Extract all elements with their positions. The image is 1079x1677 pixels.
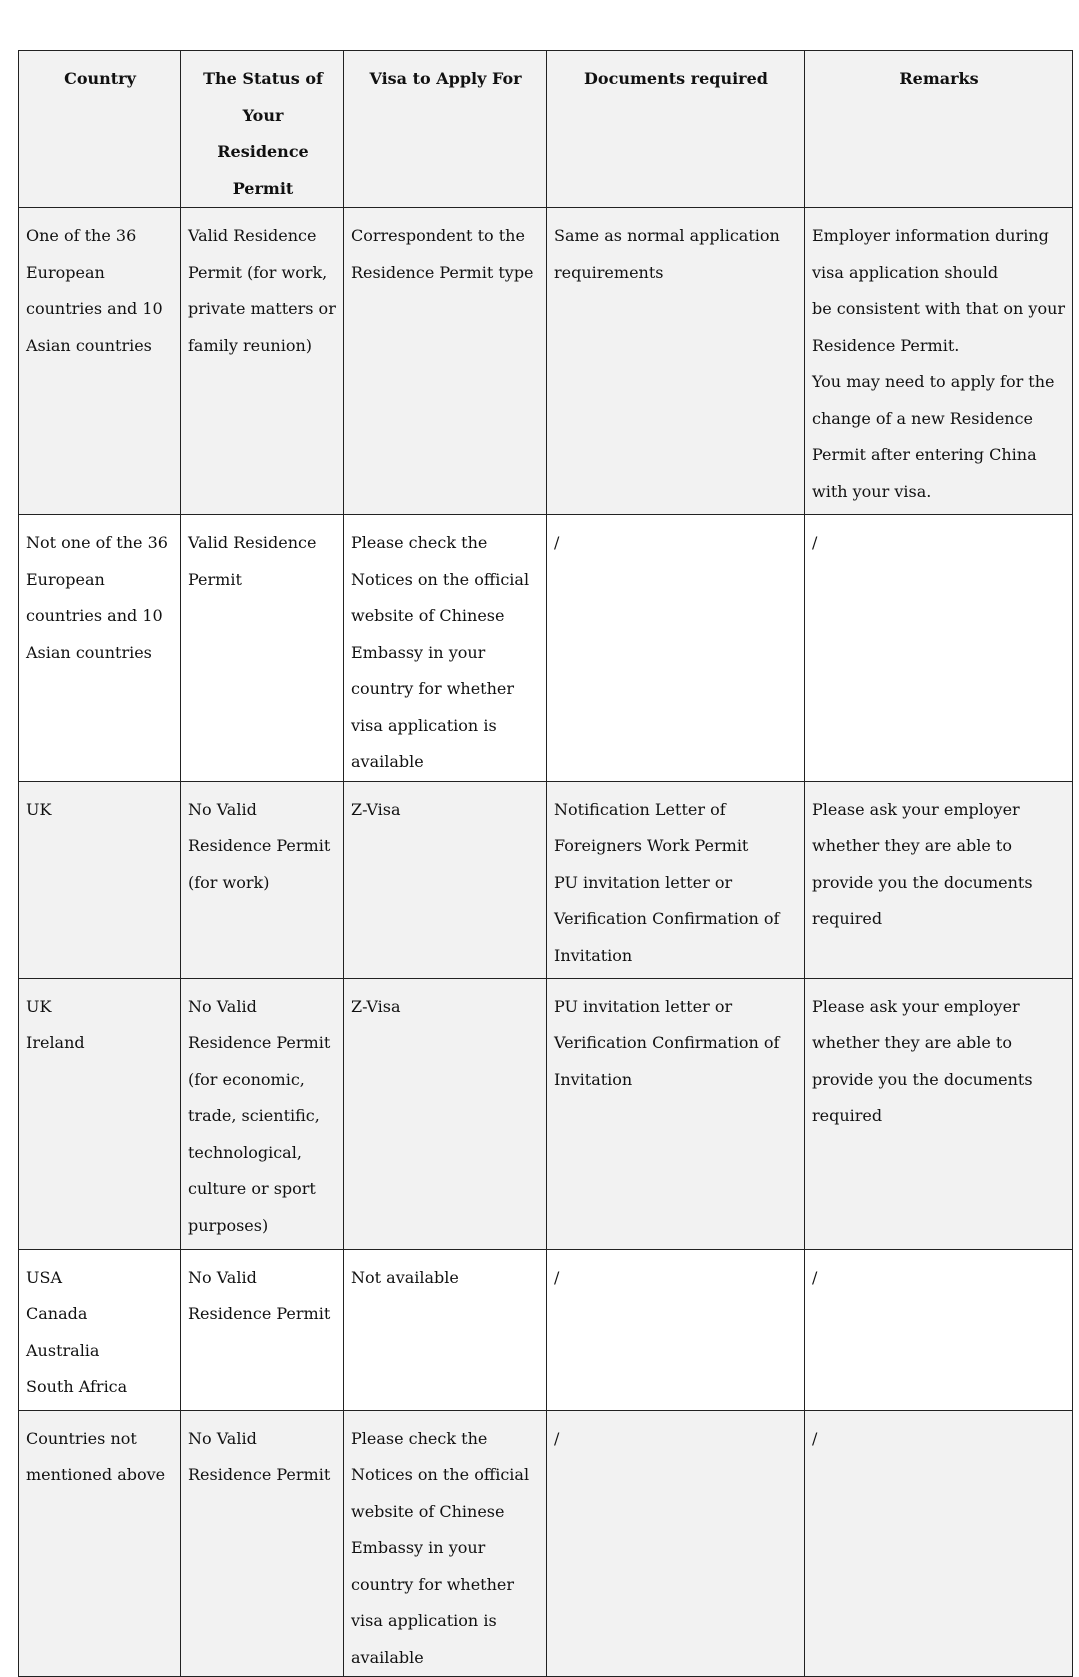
cell-text: UK: [26, 996, 52, 1016]
cell-text: USA: [26, 1267, 62, 1287]
cell-text: Employer information during visa application should: [812, 226, 1049, 282]
header-residence-permit-status: The Status of Your Residence Permit: [181, 51, 344, 208]
table-header-row: [19, 51, 1073, 208]
cell-text: You may need to apply for the change of a new Residence Permit after entering China with your visa.: [812, 372, 1055, 501]
cell-text: be consistent with that on your Residence Permit.: [812, 299, 1066, 355]
cell-text: Australia: [26, 1340, 100, 1360]
cell-remarks: [805, 515, 1073, 782]
cell-text: South Africa: [26, 1377, 128, 1396]
cell-text: Same as normal application requirements: [554, 226, 780, 282]
table-row: [19, 1410, 1073, 1677]
cell-documents: [547, 208, 805, 515]
cell-visa: [344, 208, 547, 515]
cell-visa: [344, 1410, 547, 1677]
cell-visa: [344, 515, 547, 782]
cell-status: [181, 1249, 344, 1410]
cell-text: One of the 36 European countries and 10 Asian countries: [26, 226, 163, 355]
cell-status: [181, 781, 344, 978]
cell-remarks: [805, 208, 1073, 515]
header-remarks: Remarks: [805, 51, 1073, 208]
cell-status: [181, 1410, 344, 1677]
cell-country: [19, 1249, 181, 1410]
cell-text: Z-Visa: [351, 799, 401, 819]
cell-text: Please ask your employer whether they are able to provide you the documents required: [812, 996, 1033, 1125]
cell-text: Not available: [351, 1267, 459, 1287]
visa-requirements-table: [18, 50, 1073, 1677]
cell-text: Please ask your employer whether they are able to provide you the documents required: [812, 799, 1033, 928]
cell-remarks: [805, 781, 1073, 978]
cell-text: No Valid Residence Permit: [188, 1428, 331, 1484]
header-documents-required: Documents required: [547, 51, 805, 208]
cell-visa: [344, 781, 547, 978]
cell-text: No Valid Residence Permit: [188, 1267, 331, 1323]
cell-documents: [547, 515, 805, 782]
cell-remarks: [805, 978, 1073, 1249]
table-row: [19, 978, 1073, 1249]
cell-text: Please check the Notices on the official website of Chinese Embassy in your country for whether visa application is available: [351, 1428, 530, 1667]
cell-documents: [547, 1249, 805, 1410]
cell-text: Please check the Notices on the official website of Chinese Embassy in your country for whether visa application is available: [351, 533, 530, 771]
table-row: [19, 208, 1073, 515]
cell-text: /: [812, 1267, 818, 1287]
cell-documents: [547, 781, 805, 978]
table-row: [19, 515, 1073, 782]
cell-text: No Valid Residence Permit (for economic, trade, scientific, technological, culture or sport purposes): [188, 996, 331, 1235]
cell-text: No Valid Residence Permit (for work): [188, 799, 331, 892]
cell-text: Not one of the 36 European countries and 10 Asian countries: [26, 533, 168, 662]
cell-text: Valid Residence Permit (for work, private matters or family reunion): [188, 226, 336, 355]
cell-visa: [344, 978, 547, 1249]
cell-country: [19, 208, 181, 515]
cell-text: /: [554, 1428, 560, 1448]
cell-text: PU invitation letter or Verification Confirmation of Invitation: [554, 996, 780, 1089]
table-row: [19, 781, 1073, 978]
table-row: [19, 1249, 1073, 1410]
cell-text: Valid Residence Permit: [188, 533, 317, 589]
cell-text: Canada: [26, 1304, 88, 1323]
cell-visa: [344, 1249, 547, 1410]
cell-country: [19, 978, 181, 1249]
cell-remarks: [805, 1410, 1073, 1677]
cell-text: /: [554, 533, 560, 552]
cell-country: [19, 781, 181, 978]
cell-text: /: [812, 1428, 818, 1448]
cell-text: /: [812, 533, 818, 552]
cell-text: Notification Letter of Foreigners Work Permit: [554, 799, 749, 855]
cell-status: [181, 208, 344, 515]
cell-status: [181, 515, 344, 782]
cell-documents: [547, 1410, 805, 1677]
cell-text: /: [554, 1267, 560, 1287]
cell-remarks: [805, 1249, 1073, 1410]
cell-text: Countries not mentioned above: [26, 1428, 166, 1484]
cell-text: Correspondent to the Residence Permit type: [351, 226, 534, 282]
cell-documents: [547, 978, 805, 1249]
cell-status: [181, 978, 344, 1249]
cell-text: Ireland: [26, 1033, 85, 1052]
cell-country: [19, 1410, 181, 1677]
cell-text: UK: [26, 799, 52, 819]
header-country: Country: [19, 51, 181, 208]
cell-text: Z-Visa: [351, 996, 401, 1016]
cell-country: [19, 515, 181, 782]
header-visa-type: Visa to Apply For: [344, 51, 547, 208]
cell-text: PU invitation letter or Verification Confirmation of Invitation: [554, 872, 780, 965]
